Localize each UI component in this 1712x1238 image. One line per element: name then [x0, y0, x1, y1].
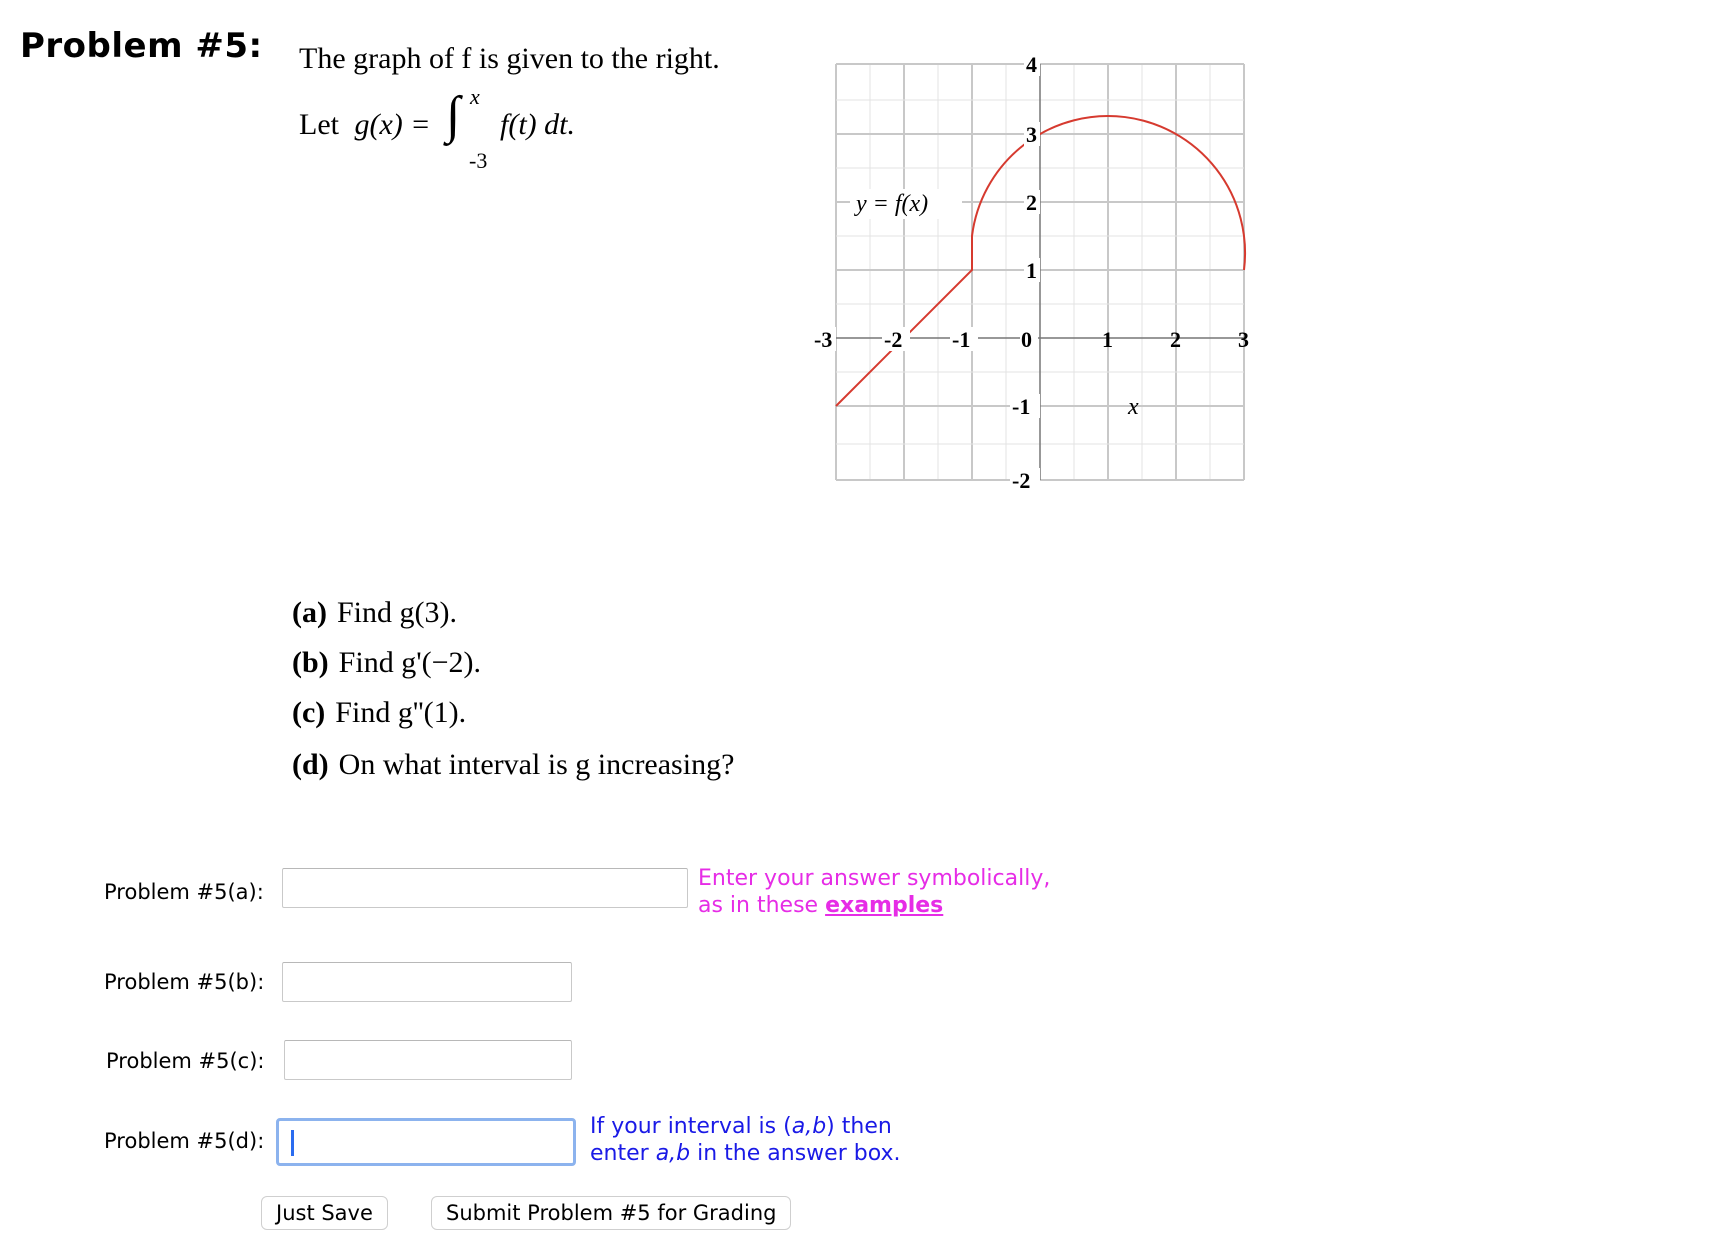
question-b — [292, 646, 481, 680]
y-tick-label: 3 — [1026, 122, 1037, 147]
text-cursor — [291, 1130, 294, 1156]
x-tick-label: -2 — [884, 327, 903, 352]
y-tick-label: 4 — [1026, 52, 1037, 77]
integral-lower-limit: -3 — [469, 148, 488, 173]
g-of-x: g(x) = — [354, 108, 431, 141]
x-tick-label: 1 — [1102, 327, 1113, 352]
answer-input-b[interactable] — [282, 962, 572, 1002]
submit-button[interactable]: Submit Problem #5 for Grading — [431, 1196, 791, 1230]
answer-label-c: Problem #5(c): — [106, 1049, 265, 1073]
answer-label-b: Problem #5(b): — [104, 970, 265, 994]
answer-input-a[interactable] — [282, 868, 688, 908]
y-tick-label: 2 — [1026, 190, 1037, 215]
x-tick-label: -1 — [952, 327, 971, 352]
problem-intro: The graph of f is given to the right. — [299, 42, 720, 75]
integral-symbol: ∫ — [446, 87, 461, 144]
g-definition — [299, 108, 431, 142]
just-save-button[interactable]: Just Save — [261, 1196, 388, 1230]
question-a — [292, 596, 457, 630]
symbolic-hint-line1: Enter your answer symbolically, — [698, 866, 1051, 891]
function-graph — [810, 44, 1270, 504]
question-c — [292, 696, 466, 730]
question-d — [292, 748, 734, 782]
symbolic-hint-prefix: as in these — [698, 893, 819, 918]
examples-link[interactable]: examples — [825, 893, 944, 918]
integrand: f(t) dt. — [500, 108, 575, 141]
interval-hint — [590, 1113, 901, 1167]
answer-input-c[interactable] — [284, 1040, 572, 1080]
question-text: Find g(3). — [336, 596, 457, 629]
answer-label-a: Problem #5(a): — [104, 880, 264, 904]
symbolic-hint-line2 — [698, 892, 1050, 919]
x-tick-label: 2 — [1170, 327, 1181, 352]
question-text: Find g''(1). — [335, 696, 467, 729]
y-tick-label: -2 — [1012, 468, 1031, 493]
question-text: Find g'(−2). — [338, 646, 481, 679]
question-part: (c) — [292, 696, 326, 729]
x-axis-label: x — [1128, 394, 1139, 420]
interval-hint-line2: enter a,b in the answer box. — [590, 1141, 901, 1166]
answer-label-d: Problem #5(d): — [104, 1129, 265, 1153]
x-tick-label: 3 — [1238, 327, 1249, 352]
let-word: Let — [299, 108, 339, 141]
y-tick-label: -1 — [1012, 394, 1031, 419]
question-text: On what interval is g increasing? — [338, 748, 735, 781]
question-part: (b) — [292, 646, 329, 679]
integral-upper-limit: x — [470, 84, 480, 109]
question-part: (a) — [292, 596, 327, 629]
question-part: (d) — [292, 748, 329, 781]
x-tick-label: -3 — [814, 327, 833, 352]
y-tick-label: 1 — [1026, 258, 1037, 283]
answer-input-d[interactable] — [276, 1118, 576, 1166]
interval-hint-line1: If your interval is (a,b) then — [590, 1114, 892, 1139]
curve-label: y = f(x) — [856, 191, 929, 217]
x-tick-label: 0 — [1021, 327, 1032, 352]
symbolic-hint — [698, 865, 1050, 919]
problem-heading: Problem #5: — [20, 26, 263, 66]
